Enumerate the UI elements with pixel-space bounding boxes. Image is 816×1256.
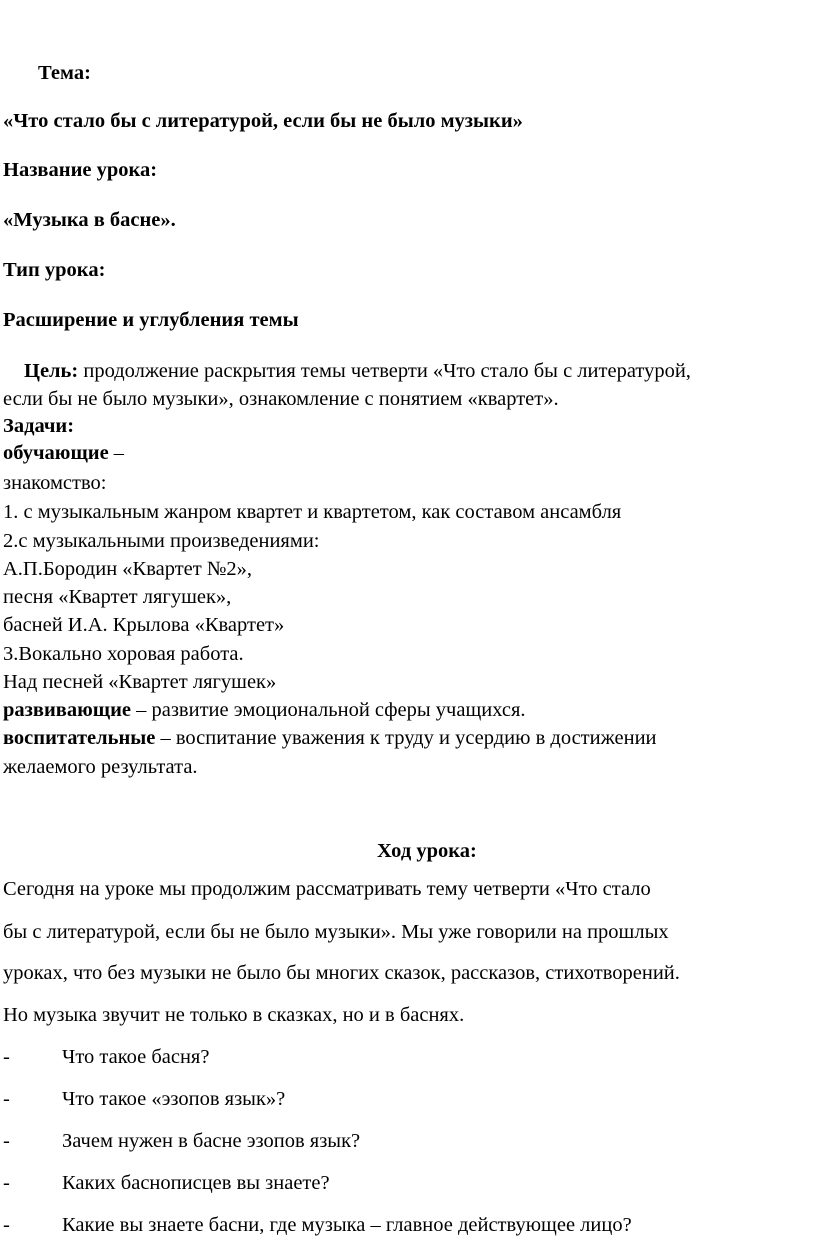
lesson-heading: Ход урока: (377, 840, 477, 862)
task-line: 1. с музыкальным жанром квартет и квартетом, как составом ансамбля (3, 501, 622, 523)
goal-text-1: продолжение раскрытия темы четверти «Что стало бы с литературой, (78, 360, 691, 382)
question-item: Что такое басня? (62, 1046, 210, 1068)
task-line: А.П.Бородин «Квартет №2», (3, 558, 253, 580)
goal-label: Цель: (24, 360, 79, 382)
task-line: 3.Вокально хоровая работа. (3, 643, 244, 665)
list-bullet: - (3, 1214, 10, 1236)
lesson-name-label: Название урока: (3, 159, 158, 181)
question-item: Что такое «эзопов язык»? (62, 1088, 286, 1110)
goal-line-1 (24, 358, 691, 384)
teaching-suffix: – (108, 442, 125, 464)
task-line: песня «Квартет лягушек», (3, 586, 232, 608)
task-line: Над песней «Квартет лягушек» (3, 671, 277, 693)
topic-label: Тема: (38, 62, 91, 84)
task-line: 2.с музыкальными произведениями: (3, 530, 320, 552)
tasks-label: Задачи: (3, 415, 75, 437)
lesson-paragraph-line: уроках, что без музыки не было бы многих сказок, рассказов, стихотворений. (3, 962, 680, 984)
lesson-paragraph-line: Но музыка звучит не только в сказках, но и в баснях. (3, 1004, 465, 1026)
lesson-paragraph-line: Сегодня на уроке мы продолжим рассматривать тему четверти «Что стало (3, 878, 651, 900)
list-bullet: - (3, 1172, 10, 1194)
lesson-paragraph-line: бы с литературой, если бы не было музыки». Мы уже говорили на прошлых (3, 921, 669, 943)
educating-label: воспитательные (3, 727, 156, 749)
question-item: Зачем нужен в басне эзопов язык? (62, 1130, 361, 1152)
developing-label: развивающие (3, 699, 131, 721)
question-item: Каких баснописцев вы знаете? (62, 1172, 330, 1194)
developing-line (3, 697, 526, 723)
list-bullet: - (3, 1130, 10, 1152)
educating-line (3, 725, 657, 751)
task-line: басней И.А. Крылова «Квартет» (3, 614, 285, 636)
list-bullet: - (3, 1046, 10, 1068)
lesson-type-value: Расширение и углубления темы (3, 309, 299, 331)
educating-text: – воспитание уважения к труду и усердию в достижении (155, 727, 657, 749)
developing-text: – развитие эмоциональной сферы учащихся. (130, 699, 526, 721)
educating-text-2: желаемого результата. (3, 756, 198, 778)
lesson-name-value: «Музыка в басне». (3, 209, 176, 231)
list-bullet: - (3, 1088, 10, 1110)
teaching-line (3, 440, 124, 466)
goal-text-2: если бы не было музыки», ознакомление с понятием «квартет». (3, 388, 559, 410)
task-line: знакомство: (3, 472, 107, 494)
teaching-label: обучающие (3, 442, 109, 464)
lesson-type-label: Тип урока: (3, 259, 106, 281)
question-item: Какие вы знаете басни, где музыка – главное действующее лицо? (62, 1214, 632, 1236)
topic-value: «Что стало бы с литературой, если бы не было музыки» (3, 110, 523, 132)
